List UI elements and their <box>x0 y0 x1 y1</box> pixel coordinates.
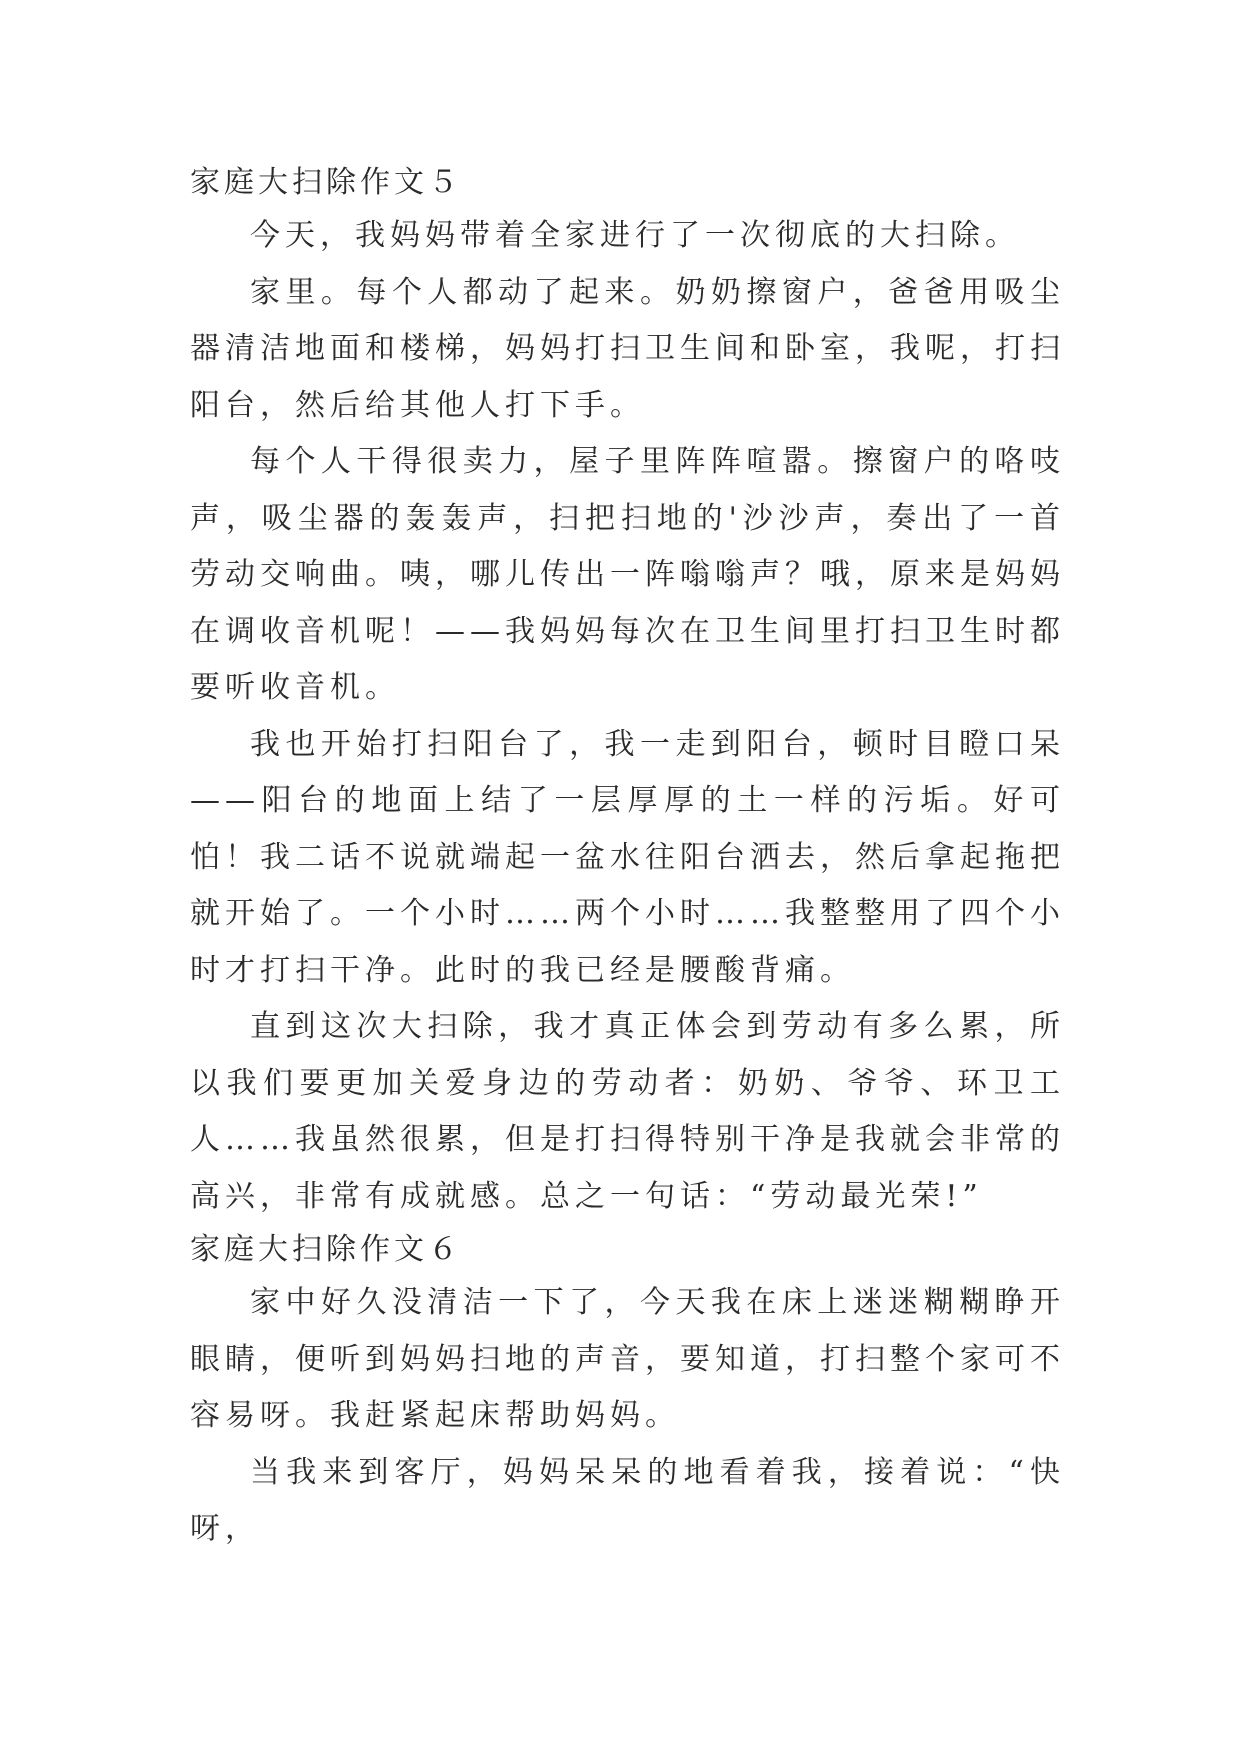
section-title: 家庭大扫除作文５ <box>190 165 462 200</box>
section-title: 家庭大扫除作文６ <box>190 1232 462 1267</box>
essay-section-6 <box>190 1225 1065 1558</box>
paragraph: 今天，我妈妈带着全家进行了一次彻底的大扫除。 <box>250 218 1020 253</box>
essay-section-5 <box>190 158 1065 1225</box>
document-body <box>190 158 1065 1558</box>
paragraph: 家里。每个人都动了起来。奶奶擦窗户，爸爸用吸尘器清洁地面和楼梯，妈妈打扫卫生间和卧室，我呢，打扫阳台，然后给其他人打下手。 <box>190 274 1065 423</box>
paragraph: 直到这次大扫除，我才真正体会到劳动有多么累，所以我们要更加关爱身边的劳动者：奶奶、爷爷、环卫工人……我虽然很累，但是打扫得特别干净是我就会非常的高兴，非常有成就感。总之一句话：“劳动最光荣!” <box>190 1009 1065 1214</box>
paragraph: 我也开始打扫阳台了，我一走到阳台，顿时目瞪口呆——阳台的地面上结了一层厚厚的土一样的污垢。好可怕！我二话不说就端起一盆水往阳台洒去，然后拿起拖把就开始了。一个小时……两个小时……我整整用了四个小时才打扫干净。此时的我已经是腰酸背痛。 <box>190 726 1065 988</box>
paragraph: 当我来到客厅，妈妈呆呆的地看着我，接着说：“快呀， <box>190 1454 1065 1546</box>
paragraph: 每个人干得很卖力，屋子里阵阵喧嚣。擦窗户的咯吱声，吸尘器的轰轰声，扫把扫地的'沙沙声，奏出了一首劳动交响曲。咦，哪儿传出一阵嗡嗡声？哦，原来是妈妈在调收音机呢！——我妈妈每次在卫生间里打扫卫生时都要听收音机。 <box>190 444 1065 705</box>
paragraph: 家中好久没清洁一下了，今天我在床上迷迷糊糊睁开眼睛，便听到妈妈扫地的声音，要知道，打扫整个家可不容易呀。我赶紧起床帮助妈妈。 <box>190 1285 1065 1433</box>
